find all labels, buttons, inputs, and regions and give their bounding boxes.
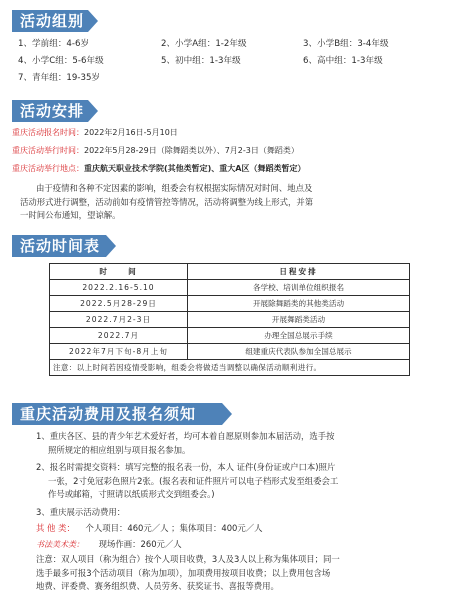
table-header-row (50, 264, 410, 280)
table-cell: 组建重庆代表队参加全国总展示 (188, 344, 410, 360)
table-row (50, 344, 410, 360)
section-title: 活动时间表 (20, 237, 101, 255)
table-cell: 2022年7月下旬-8月上旬 (50, 344, 188, 360)
section-title: 活动安排 (20, 102, 85, 120)
table-note: 注意：以上时间若因疫情受影响，组委会将做适当调整以确保活动顺利进行。 (50, 360, 410, 376)
fees-final-note: 注意：双人项目（称为组合）按个人项目收费，3人及3人以上称为集体项目；同一 选手最多可报3个活动项目（称为加项），加项费用按项目收费；以上费用包含场 地费、评委费、赛务组织费、人员劳务、获奖证书、喜报等费用。 (36, 554, 340, 591)
timetable (49, 263, 410, 376)
table-header: 时 间 (50, 264, 188, 280)
fee-other: 其 他 类： 个人项目：460元／人 ；集体项目：400元／人 (36, 523, 263, 533)
section-title: 活动组别 (20, 12, 85, 30)
fee-calligraphy: 书法美术类： 现场作画：260元／人 (36, 539, 182, 549)
schedule-item-signup: 重庆活动报名时间：2022年2月16日-5月10日 (12, 128, 178, 137)
table-header: 日程安排 (188, 264, 410, 280)
table-row (50, 328, 410, 344)
schedule-item-dates: 重庆活动举行时间：2022年5月28-29日（除舞蹈类以外）、7月2-3日（舞蹈类） (12, 146, 299, 155)
table-cell: 2022.7月2-3日 (50, 312, 188, 328)
schedule-item-venue: 重庆活动举行地点：重庆航天职业技术学院(其他类暂定)、重大A区（舞蹈类暂定） (12, 164, 306, 173)
table-cell: 开展除舞蹈类的其他类活动 (188, 296, 410, 312)
section-banner-groups (12, 10, 88, 32)
table-cell: 各学校、培训单位组织报名 (188, 280, 410, 296)
section-banner-fees (12, 403, 222, 425)
fees-paragraph-3: 3、重庆展示活动费用： (36, 507, 126, 517)
group-item: 6、高中组：1-3年级 (303, 56, 383, 66)
table-note-row (50, 360, 410, 376)
table-row (50, 296, 410, 312)
table-cell: 2022.7月 (50, 328, 188, 344)
group-item: 5、初中组：1-3年级 (161, 56, 241, 66)
group-item: 7、青年组：19-35岁 (18, 73, 101, 83)
schedule-note: 由于疫情和各种不定因素的影响，组委会有权根据实际情况对时间、地点及 活动形式进行调整，活动前如有疫情管控等情况，活动将调整为线上形式，并第 一时间公布通知，望谅解。 (20, 183, 314, 220)
table-cell: 2022.2.16-5.10 (50, 280, 188, 296)
fees-paragraph-1: 1、重庆各区、县的青少年艺术爱好者，均可本着自愿原则参加本届活动，选手按 照所规定的相应组别与项目报名参加。 (36, 431, 335, 455)
table-cell: 开展舞蹈类活动 (188, 312, 410, 328)
table-row (50, 312, 410, 328)
group-item: 2、小学A组：1-2年级 (161, 39, 247, 49)
table-row (50, 280, 410, 296)
group-item: 3、小学B组：3-4年级 (303, 39, 389, 49)
table-cell: 2022.5月28-29日 (50, 296, 188, 312)
group-item: 4、小学C组：5-6年级 (18, 56, 104, 66)
section-title: 重庆活动费用及报名须知 (20, 405, 197, 423)
table-cell: 办理全国总展示手续 (188, 328, 410, 344)
fees-paragraph-2: 2、报名时需提交资料：填写完整的报名表一份，本人 证件(身份证或户口本)照片 一张，2寸免冠彩色照片2张。(报名表和证件照片可以电子档形式发至组委会工 作号或邮箱，寸照请以纸质形式交到组委会。) (36, 462, 339, 499)
group-item: 1、学前组：4-6岁 (18, 39, 90, 49)
section-banner-schedule (12, 100, 88, 122)
section-banner-timetable (12, 235, 106, 257)
